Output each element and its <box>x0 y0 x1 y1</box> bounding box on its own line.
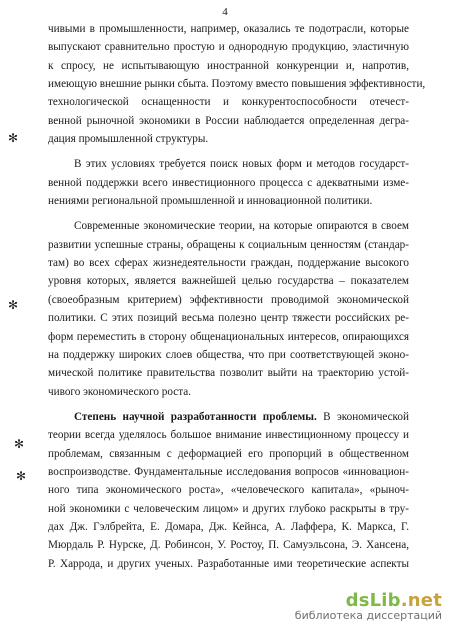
paragraph-3 <box>48 217 409 400</box>
paragraph-2 <box>48 155 409 210</box>
text-line: технологической оснащенности и конкурентоспособности отечест- <box>48 96 409 109</box>
text-line: дация промышленной структуры. <box>48 133 209 146</box>
paragraph-1 <box>48 20 426 148</box>
section-heading: Степень научной разработанности проблемы. <box>74 410 317 423</box>
text-line <box>48 408 409 426</box>
margin-mark-4: ✻ <box>16 469 27 483</box>
text-line: проблемам, связанным с деформацией его пропорций в общественном <box>48 447 409 460</box>
margin-mark-2: ✻ <box>8 298 19 312</box>
margin-mark-3: ✻ <box>14 437 25 451</box>
text-line: венной рыночной экономики в России наблюдается определенная дегра- <box>48 114 409 127</box>
text-line: дах Дж. Гэлбрейта, Е. Домара, Дж. Кейнса, А. Лаффера, К. Маркса, Г. <box>48 520 409 533</box>
text-line: (своеобразным критерием) эффективности проводимой экономической <box>48 293 409 306</box>
text-line: В этих условиях требуется поиск новых форм и методов государст- <box>74 158 409 171</box>
text-line: там) во всех сферах жизнедеятельности граждан, поддержание высокого <box>48 257 409 270</box>
text-line: венной поддержки всего инвестиционного процесса с адекватными изме- <box>48 176 409 189</box>
text-line: на поддержку широких слоев общества, что при соответствующей эконо- <box>48 348 409 361</box>
heading-continuation: В экономической <box>316 410 409 423</box>
document-body <box>48 20 426 573</box>
paragraph-4 <box>48 408 409 573</box>
text-line: выпускают сравнительно простую и однородную продукцию, эластичную <box>48 41 409 54</box>
text-line: к спросу, не испытывающую иностранной конкуренции и, напротив, <box>48 59 409 72</box>
text-line: Р. Харрода, и других ученых. Разработанные ими теоретические аспекты <box>48 557 409 570</box>
margin-mark-1: ✻ <box>8 131 19 145</box>
text-line: развитии успешные страны, обращены к социальным ценностям (стандар- <box>48 238 409 251</box>
text-line: имеющую внешние рынки сбыта. Поэтому вместо повышения эффективности, <box>48 78 426 91</box>
watermark-brand: dsLib <box>345 590 401 611</box>
text-line: воспроизводстве. Фундаментальные исследования вопросов «инновацион- <box>48 465 409 478</box>
text-line: чивыми в промышленности, например, оказались те подотрасли, которые <box>48 23 409 35</box>
text-line: теории всегда уделялось большое внимание инвестиционному процессу и <box>48 429 409 442</box>
text-line: мической политике правительства позволит выйти на траекторию устой- <box>48 367 409 380</box>
text-line: нениями региональной промышленной и инновационной политики. <box>48 195 373 208</box>
watermark-subtitle: библиотека диссертаций <box>294 609 442 622</box>
text-line: форм переместить в сторону общенациональных интересов, опирающихся <box>48 330 409 343</box>
text-line: чивого экономического роста. <box>48 385 192 398</box>
page-number: 4 <box>222 6 228 18</box>
watermark-tld: .net <box>400 590 442 611</box>
text-line: ной экономики с человеческим лицом» и других глубоко раскрыты в тру- <box>48 502 409 515</box>
text-line: Мюрдаль Р. Нурске, Д. Робинсон, У. Ростоу, П. Самуэльсона, Э. Хансена, <box>48 539 409 552</box>
watermark-logo <box>295 590 442 611</box>
watermark[interactable] <box>295 590 442 622</box>
text-line: политики. С этих позиций весьма полезно центр тяжести российских ре- <box>48 312 409 325</box>
text-line: Современные экономические теории, на которые опираются в своем <box>74 220 409 233</box>
text-line: уровня которых, является важнейшей целью государства – показателем <box>48 275 409 288</box>
text-line: ного типа экономического роста», «человеческого капитала», «рыноч- <box>48 484 409 497</box>
